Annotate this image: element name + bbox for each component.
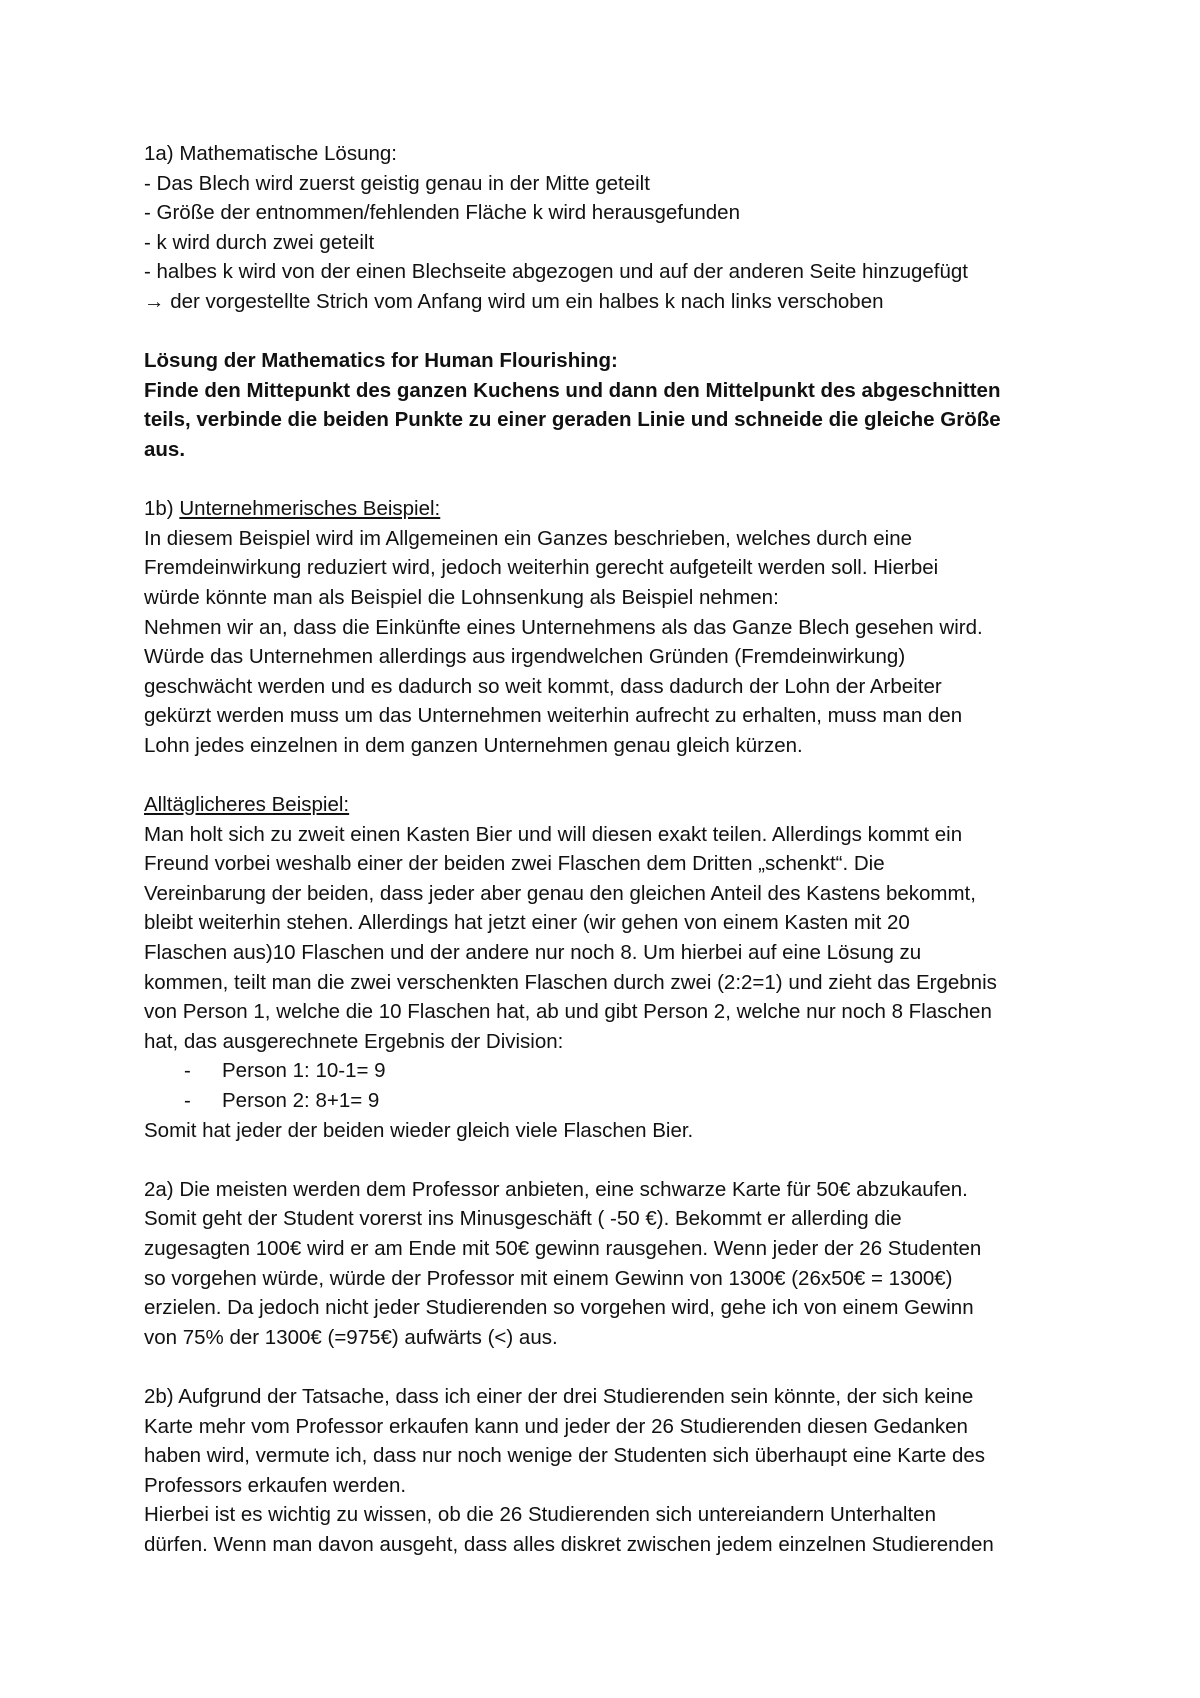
section-2b-line: dürfen. Wenn man davon ausgeht, dass alles diskret zwischen jedem einzelnen Studierenden [144,1532,994,1556]
mfhf-heading: Lösung der Mathematics for Human Flourishing: [144,349,618,373]
section-1b-line: gekürzt werden muss um das Unternehmen weiterhin aufrecht zu erhalten, muss man den [144,704,963,728]
section-1b-line: geschwächt werden und es dadurch so weit kommt, dass dadurch der Lohn der Arbeiter [144,674,942,698]
section-1b-line: würde könnte man als Beispiel die Lohnsenkung als Beispiel nehmen: [144,585,779,609]
bullet-item [144,1086,1074,1116]
mfhf-line: Finde den Mittepunkt des ganzen Kuchens und dann den Mittelpunkt des abgeschnitten [144,378,1001,402]
section-2a-line: zugesagten 100€ wird er am Ende mit 50€ gewinn rausgehen. Wenn jeder der 26 Studenten [144,1236,982,1260]
paragraph-gap [144,317,1074,347]
section-2b-line: 2b) Aufgrund der Tatsache, dass ich einer der drei Studierenden sein könnte, der sich keine [144,1384,974,1408]
bullet-marker: - [184,1059,191,1083]
everyday-example-line: hat, das ausgerechnete Ergebnis der Division: [144,1029,564,1053]
everyday-example-line: kommen, teilt man die zwei verschenkten Flaschen durch zwei (2:2=1) und zieht das Ergebnis [144,970,997,994]
section-1a-line: - k wird durch zwei geteilt [144,230,375,254]
everyday-example-heading: Alltäglicheres Beispiel: [144,793,350,817]
mfhf-line: aus. [144,437,186,461]
everyday-example-line: Vereinbarung der beiden, dass jeder aber genau den gleichen Anteil des Kastens bekommt, [144,881,976,905]
section-2b-line: Karte mehr vom Professor erkaufen kann und jeder der 26 Studierenden diesen Gedanken [144,1414,968,1438]
section-1b-line: In diesem Beispiel wird im Allgemeinen ein Ganzes beschrieben, welches durch eine [144,526,913,550]
paragraph-gap [144,1352,1074,1382]
everyday-example-line: bleibt weiterhin stehen. Allerdings hat jetzt einer (wir gehen von einem Kasten mit 20 [144,911,910,935]
section-2a-line: so vorgehen würde, würde der Professor mit einem Gewinn von 1300€ (26x50€ = 1300€) [144,1266,953,1290]
bullet-item [144,1056,1074,1086]
bullet-text: Person 1: 10-1= 9 [222,1059,386,1083]
section-2a-line: Somit geht der Student vorerst ins Minusgeschäft ( -50 €). Bekommt er allerding die [144,1207,902,1231]
paragraph-gap [144,465,1074,495]
everyday-example-line: von Person 1, welche die 10 Flaschen hat, ab und gibt Person 2, welche nur noch 8 Flaschen [144,1000,992,1024]
everyday-example-line: Flaschen aus)10 Flaschen und der andere nur noch 8. Um hierbei auf eine Lösung zu [144,941,922,965]
section-2a-line: 2a) Die meisten werden dem Professor anbieten, eine schwarze Karte für 50€ abzukaufen. [144,1177,968,1201]
mfhf-line: teils, verbinde die beiden Punkte zu einer geraden Linie und schneide die gleiche Größe [144,408,1001,432]
section-2a-line: erzielen. Da jedoch nicht jeder Studierenden so vorgehen wird, gehe ich von einem Gewinn [144,1296,974,1320]
document-page [144,139,1074,1560]
section-2a-line: von 75% der 1300€ (=975€) aufwärts (<) aus. [144,1325,558,1349]
section-1b-line: Lohn jedes einzelnen in dem ganzen Unternehmen genau gleich kürzen. [144,733,803,757]
everyday-example-line: Man holt sich zu zweit einen Kasten Bier und will diesen exakt teilen. Allerdings kommt ein [144,822,963,846]
section-2b-line: Professors erkaufen werden. [144,1473,407,1497]
section-1b-line: Würde das Unternehmen allerdings aus irgendwelchen Gründen (Fremdeinwirkung) [144,645,906,669]
section-1a-line: - Das Blech wird zuerst geistig genau in der Mitte geteilt [144,171,650,195]
section-1a-heading: 1a) Mathematische Lösung: [144,142,397,165]
bullet-marker: - [184,1089,191,1112]
section-2b-line: haben wird, vermute ich, dass nur noch wenige der Studenten sich überhaupt eine Karte des [144,1444,986,1468]
section-1b-line: Nehmen wir an, dass die Einkünfte eines Unternehmens als das Ganze Blech gesehen wird. [144,615,983,639]
section-1a-line: - Größe der entnommen/fehlenden Fläche k wird herausgefunden [144,201,740,225]
section-1b-heading: Unternehmerisches Beispiel: [179,497,441,521]
section-1b-line: Fremdeinwirkung reduziert wird, jedoch weiterhin gerecht aufgeteilt werden soll. Hierbei [144,556,939,580]
section-1a-line: - halbes k wird von der einen Blechseite abgezogen und auf der anderen Seite hinzugefügt [144,260,968,284]
paragraph-gap [144,1145,1074,1175]
section-1b-heading-row [144,494,1074,524]
paragraph-gap [144,760,1074,790]
everyday-example-line: Freund vorbei weshalb einer der beiden zwei Flaschen dem Dritten „schenkt“. Die [144,852,885,876]
section-2b-line: Hierbei ist es wichtig zu wissen, ob die 26 Studierenden sich untereiandern Unterhalten [144,1503,936,1527]
section-1b-prefix: 1b) [144,497,180,521]
section-1a-line: → der vorgestellte Strich vom Anfang wird um ein halbes k nach links verschoben [144,289,884,313]
everyday-example-closing: Somit hat jeder der beiden wieder gleich viele Flaschen Bier. [144,1118,694,1142]
bullet-text: Person 2: 8+1= 9 [222,1089,380,1112]
